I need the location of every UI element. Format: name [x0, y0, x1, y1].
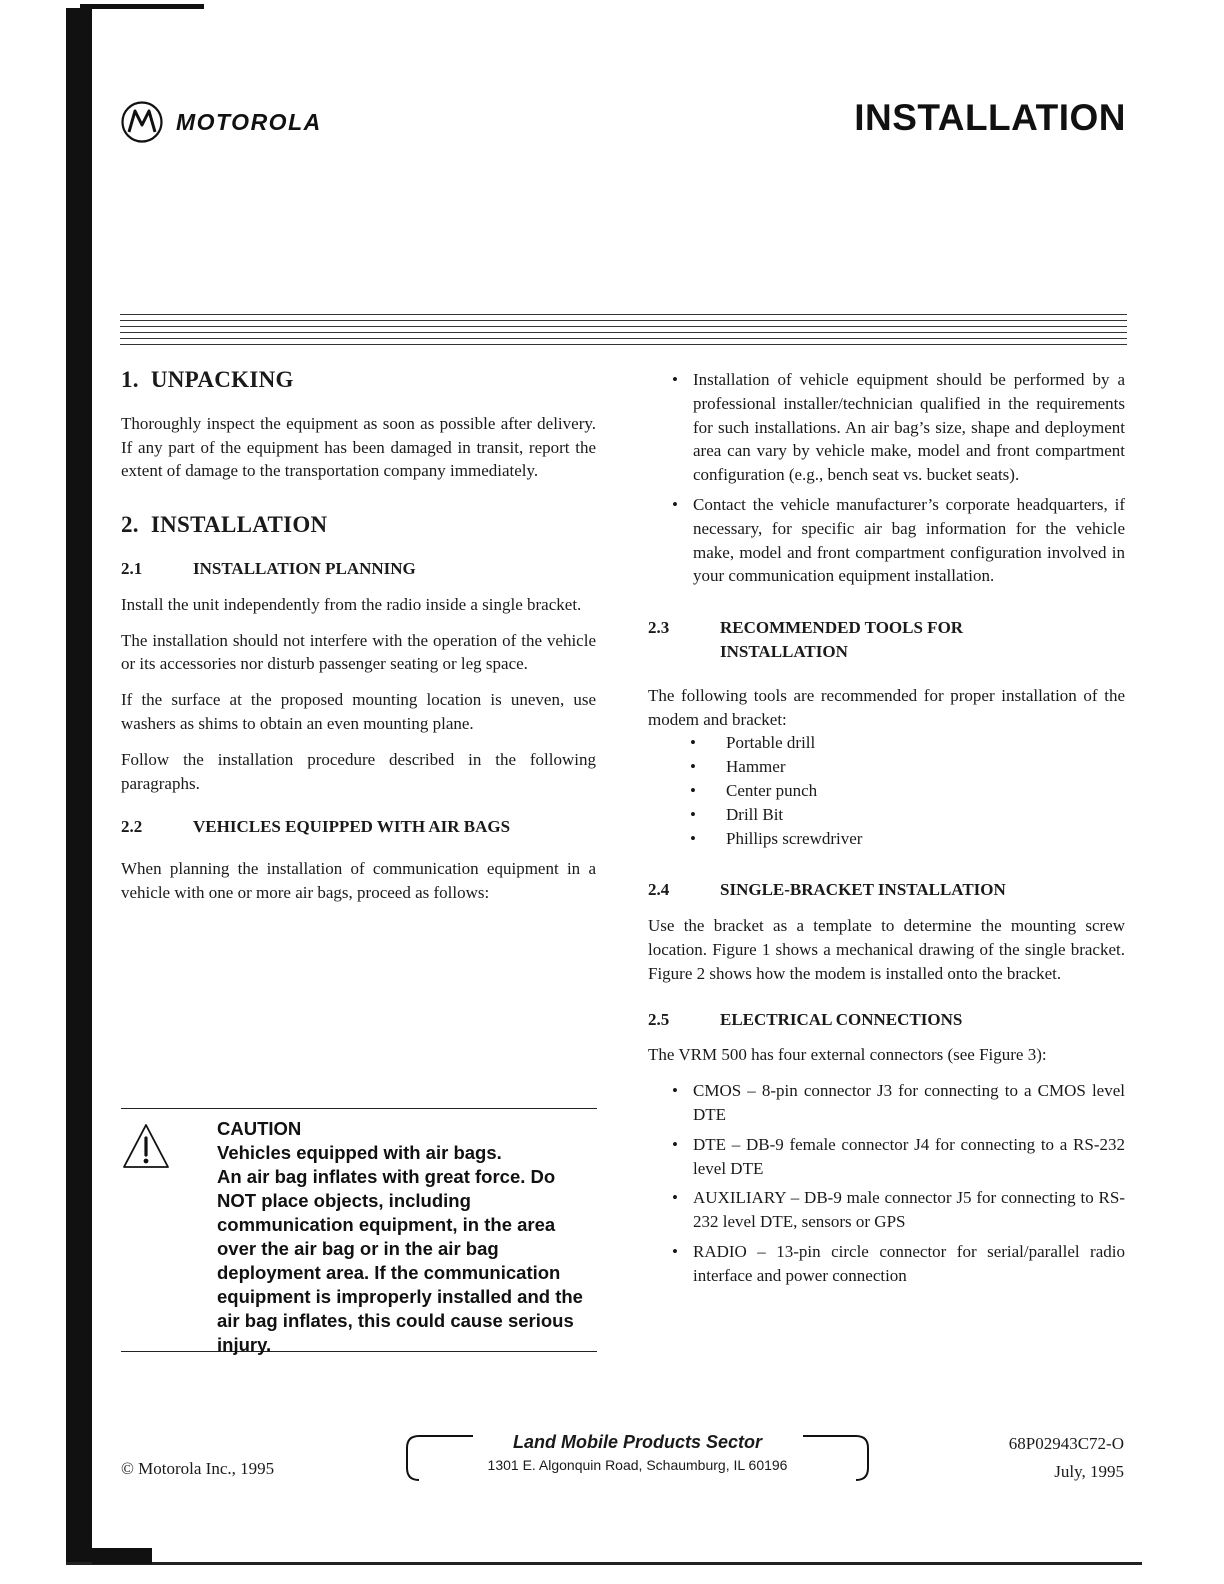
subsection-title-line: RECOMMENDED TOOLS FOR	[720, 618, 964, 638]
connectors-list	[648, 1079, 1125, 1287]
list-item: • Phillips screwdriver	[648, 827, 1125, 851]
airbags-paragraph: When planning the installation of communication equipment in a vehicle with one or more air bags, proceed as follows:	[121, 859, 596, 902]
brand-wordmark: MOTOROLA	[176, 108, 322, 135]
subsection-single-bracket-heading	[648, 878, 1125, 902]
section-title: UNPACKING	[150, 367, 294, 392]
caution-label: CAUTION	[217, 1118, 302, 1139]
caution-line: Vehicles equipped with air bags.	[217, 1142, 502, 1163]
subsection-number: 2.1	[121, 558, 143, 578]
scan-edge-corner	[92, 1548, 152, 1564]
planning-paragraph: If the surface at the proposed mounting location is uneven, use washers as shims to obtain an even mounting plane.	[121, 690, 596, 733]
electrical-intro: The VRM 500 has four external connectors (see Figure 3):	[648, 1045, 1047, 1065]
page-title: INSTALLATION	[854, 97, 1126, 138]
footer-sector-block	[405, 1434, 870, 1482]
subsection-electrical-heading	[648, 1008, 1125, 1032]
tools-intro: The following tools are recommended for proper installation of the modem and bracket:	[648, 685, 1125, 729]
subsection-airbags-heading	[121, 815, 596, 839]
scan-edge-left	[66, 8, 92, 1564]
footer-doc-info	[1009, 1430, 1124, 1486]
section-installation-heading	[121, 513, 596, 537]
airbags-bullet-list	[648, 368, 1125, 588]
copyright: © Motorola Inc., 1995	[121, 1459, 275, 1478]
document-date: July, 1995	[1054, 1462, 1124, 1481]
warning-triangle-icon	[121, 1121, 171, 1171]
section-unpacking-heading	[121, 368, 596, 392]
right-column	[648, 368, 1125, 1294]
list-item: • Hammer	[648, 755, 1125, 779]
motorola-batwing-icon	[120, 100, 164, 144]
caution-text	[217, 1117, 593, 1357]
subsection-title: INSTALLATION PLANNING	[193, 558, 416, 578]
planning-paragraph: Install the unit independently from the radio inside a single bracket.	[121, 594, 582, 614]
subsection-number: 2.4	[648, 880, 670, 900]
subsection-title: SINGLE-BRACKET INSTALLATION	[720, 880, 1006, 900]
subsection-title: VEHICLES EQUIPPED WITH AIR BAGS	[193, 817, 511, 837]
unpacking-paragraph: Thoroughly inspect the equipment as soon as possible after delivery. If any part of the equipment has been damaged in transit, report the extent of damage to the transportation company immediately.	[121, 413, 596, 481]
left-column	[121, 368, 596, 917]
list-item: • Contact the vehicle manufacturer’s corporate headquarters, if necessary, for specific air bag information for the vehicle make, model and front compartment configuration involved in your communication equipment installation.	[648, 493, 1125, 588]
list-item: • RADIO – 13-pin circle connector for serial/parallel radio interface and power connection	[648, 1240, 1125, 1288]
list-item: • Center punch	[648, 779, 1125, 803]
section-number: 2.	[121, 512, 139, 538]
caution-line: An air bag inflates with great force. Do NOT place objects, including communication equipment, in the area over the air bag or in the air bag deployment area. If the communication equipment is improperly installed and the air bag inflates, this could cause serious injury.	[217, 1166, 583, 1355]
sector-address: 1301 E. Algonquin Road, Schaumburg, IL 60196	[487, 1457, 788, 1473]
section-number: 1.	[121, 367, 139, 392]
list-item: • CMOS – 8-pin connector J3 for connecting to a CMOS level DTE	[648, 1079, 1125, 1127]
scan-edge-top	[80, 4, 204, 9]
document-number: 68P02943C72-O	[1008, 1434, 1124, 1453]
section-title: INSTALLATION	[150, 512, 328, 538]
list-item: • Drill Bit	[648, 803, 1125, 827]
list-item: • Installation of vehicle equipment should be performed by a professional installer/technician qualified in the requirements for such installations. An air bag’s size, shape and deployment area can vary by vehicle make, model and front compartment configuration (e.g., bench seat vs. bucket seats).	[648, 368, 1125, 487]
subsection-number: 2.5	[648, 1009, 670, 1029]
subsection-title	[720, 616, 963, 664]
list-item: • Portable drill	[648, 731, 1125, 755]
motorola-logo	[120, 100, 322, 144]
subsection-title: ELECTRICAL CONNECTIONS	[720, 1009, 963, 1029]
subsection-title-line: INSTALLATION	[720, 641, 848, 661]
scan-edge-bottom	[66, 1562, 1142, 1565]
tools-list	[648, 731, 1125, 850]
sector-name: Land Mobile Products Sector	[512, 1432, 763, 1452]
planning-paragraph: The installation should not interfere with the operation of the vehicle or its accessories nor disturb passenger seating or leg space.	[121, 630, 596, 674]
single-bracket-paragraph: Use the bracket as a template to determine the mounting screw location. Figure 1 shows a mechanical drawing of the single bracket. Figure 2 shows how the modem is installed onto the bracket.	[648, 916, 1125, 983]
planning-paragraph: Follow the installation procedure described in the following paragraphs.	[121, 749, 596, 793]
subsection-number: 2.3	[648, 618, 670, 638]
subsection-number: 2.2	[121, 817, 143, 837]
subsection-tools-heading	[648, 616, 1125, 664]
caution-box	[121, 1108, 597, 1355]
subsection-planning-heading	[121, 557, 596, 581]
header-rule	[120, 314, 1127, 346]
list-item: • DTE – DB-9 female connector J4 for connecting to a RS-232 level DTE	[648, 1133, 1125, 1181]
list-item: • AUXILIARY – DB-9 male connector J5 for connecting to RS-232 level DTE, sensors or GPS	[648, 1186, 1125, 1234]
